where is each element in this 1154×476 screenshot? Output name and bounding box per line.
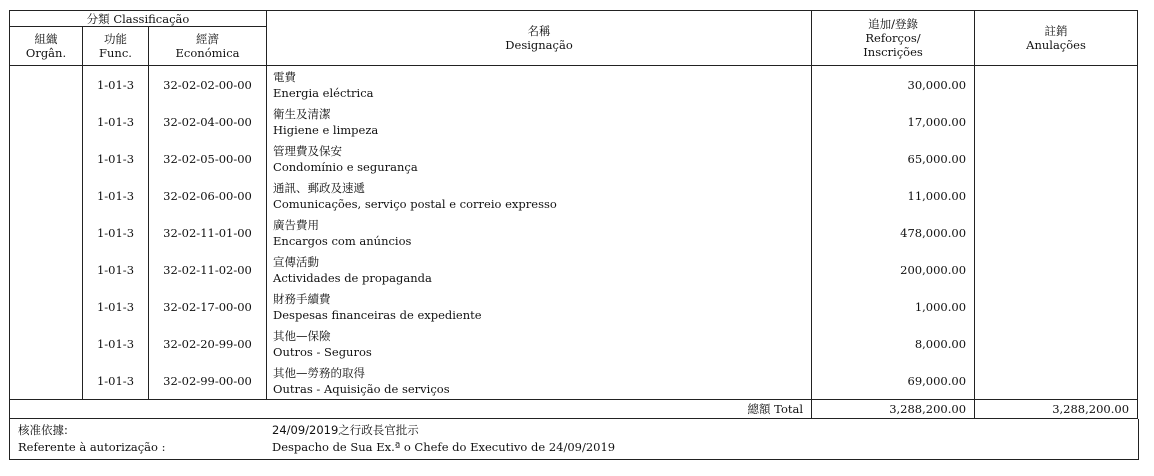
designation-zh: 管理費及保安 — [273, 143, 343, 158]
func-cell: 1-01-3 — [83, 177, 149, 214]
budget-table-sheet — [9, 10, 1137, 462]
organ-cell — [10, 140, 83, 177]
table-body — [10, 66, 1138, 400]
table-row — [10, 177, 1138, 214]
anulacoes-cell — [975, 325, 1138, 362]
anulacoes-cell — [975, 140, 1138, 177]
authorization-value-zh: 24/09/2019之行政長官批示 — [272, 423, 419, 437]
designation-zh: 衛生及清潔 — [273, 106, 331, 121]
organ-header — [10, 27, 83, 66]
designation-cell — [267, 103, 812, 140]
econ-cell: 32-02-04-00-00 — [149, 103, 267, 140]
anulacoes-pt: Anulações — [1026, 38, 1086, 52]
organ-cell — [10, 103, 83, 140]
designation-pt: Energia eléctrica — [273, 85, 374, 100]
classificacao-header: 分類 Classificação — [10, 11, 267, 27]
designation-zh: 財務手續費 — [273, 291, 331, 306]
reforcos-zh: 追加/登錄 — [868, 17, 918, 31]
table-row — [10, 325, 1138, 362]
designation-pt: Outros - Seguros — [273, 344, 372, 359]
econ-cell: 32-02-20-99-00 — [149, 325, 267, 362]
reforcos-header — [812, 11, 975, 66]
table-row — [10, 214, 1138, 251]
designation-zh: 其他—保險 — [273, 328, 331, 343]
table-row — [10, 66, 1138, 104]
designation-cell — [267, 288, 812, 325]
reforcos-cell: 1,000.00 — [812, 288, 975, 325]
reforcos-pt2: Inscrições — [863, 45, 923, 59]
func-cell: 1-01-3 — [83, 140, 149, 177]
func-cell: 1-01-3 — [83, 103, 149, 140]
anulacoes-header — [975, 11, 1138, 66]
func-cell: 1-01-3 — [83, 362, 149, 400]
anulacoes-zh: 註銷 — [1044, 24, 1068, 38]
econ-cell: 32-02-06-00-00 — [149, 177, 267, 214]
anulacoes-cell — [975, 251, 1138, 288]
designation-pt: Actividades de propaganda — [273, 270, 432, 285]
total-anulacoes: 3,288,200.00 — [975, 400, 1138, 419]
designation-cell — [267, 140, 812, 177]
organ-pt: Orgân. — [25, 46, 67, 60]
organ-zh: 組織 — [34, 32, 58, 46]
designation-cell — [267, 66, 812, 104]
anulacoes-cell — [975, 214, 1138, 251]
econ-pt: Económica — [175, 46, 240, 60]
organ-cell — [10, 214, 83, 251]
designation-cell — [267, 251, 812, 288]
total-label: 總額 Total — [10, 400, 812, 419]
authorization-label — [18, 422, 165, 456]
designation-pt: Comunicações, serviço postal e correio expresso — [273, 196, 557, 211]
econ-cell: 32-02-05-00-00 — [149, 140, 267, 177]
table-row — [10, 140, 1138, 177]
budget-table — [9, 10, 1138, 419]
table-row — [10, 362, 1138, 400]
table-row — [10, 251, 1138, 288]
organ-cell — [10, 362, 83, 400]
func-header — [83, 27, 149, 66]
func-cell: 1-01-3 — [83, 325, 149, 362]
econ-cell: 32-02-99-00-00 — [149, 362, 267, 400]
reforcos-cell: 478,000.00 — [812, 214, 975, 251]
designation-zh: 宣傳活動 — [273, 254, 320, 269]
reforcos-cell: 200,000.00 — [812, 251, 975, 288]
organ-cell — [10, 251, 83, 288]
econ-cell: 32-02-02-00-00 — [149, 66, 267, 104]
anulacoes-cell — [975, 177, 1138, 214]
organ-cell — [10, 325, 83, 362]
designation-pt: Despesas financeiras de expediente — [273, 307, 482, 322]
designation-pt: Encargos com anúncios — [273, 233, 412, 248]
designacao-pt: Designação — [505, 38, 573, 52]
reforcos-pt1: Reforços/ — [865, 31, 921, 45]
designation-cell — [267, 362, 812, 400]
reforcos-cell: 65,000.00 — [812, 140, 975, 177]
designation-cell — [267, 177, 812, 214]
anulacoes-cell — [975, 103, 1138, 140]
reforcos-cell: 11,000.00 — [812, 177, 975, 214]
designacao-zh: 名稱 — [527, 24, 551, 38]
authorization-label-zh: 核准依據: — [18, 423, 68, 437]
econ-zh: 經濟 — [196, 32, 220, 46]
designation-pt: Outras - Aquisição de serviços — [273, 381, 450, 396]
authorization-value-pt: Despacho de Sua Ex.ª o Chefe do Executivo de 24/09/2019 — [272, 440, 616, 454]
func-cell: 1-01-3 — [83, 288, 149, 325]
func-cell: 1-01-3 — [83, 251, 149, 288]
anulacoes-cell — [975, 66, 1138, 104]
econ-cell: 32-02-11-02-00 — [149, 251, 267, 288]
designation-pt: Higiene e limpeza — [273, 122, 379, 137]
designation-zh: 廣告費用 — [273, 217, 320, 232]
designation-zh: 電費 — [273, 69, 297, 84]
econ-cell: 32-02-11-01-00 — [149, 214, 267, 251]
econ-cell: 32-02-17-00-00 — [149, 288, 267, 325]
organ-cell — [10, 66, 83, 104]
organ-cell — [10, 177, 83, 214]
func-pt: Func. — [99, 46, 132, 60]
total-reforcos: 3,288,200.00 — [812, 400, 975, 419]
func-cell: 1-01-3 — [83, 214, 149, 251]
table-row — [10, 103, 1138, 140]
designation-pt: Condomínio e segurança — [273, 159, 418, 174]
designation-zh: 其他—勞務的取得 — [273, 365, 366, 380]
reforcos-cell: 69,000.00 — [812, 362, 975, 400]
func-cell: 1-01-3 — [83, 66, 149, 104]
organ-cell — [10, 288, 83, 325]
designation-zh: 通訊、郵政及速遞 — [273, 180, 366, 195]
header-row-1 — [10, 11, 1138, 27]
authorization-footer — [9, 419, 1139, 460]
authorization-value — [272, 422, 615, 456]
designacao-header — [267, 11, 812, 66]
anulacoes-cell — [975, 288, 1138, 325]
reforcos-cell: 30,000.00 — [812, 66, 975, 104]
reforcos-cell: 17,000.00 — [812, 103, 975, 140]
authorization-label-pt: Referente à autorização : — [18, 440, 166, 454]
table-row — [10, 288, 1138, 325]
designation-cell — [267, 325, 812, 362]
reforcos-cell: 8,000.00 — [812, 325, 975, 362]
econ-header — [149, 27, 267, 66]
anulacoes-cell — [975, 362, 1138, 400]
designation-cell — [267, 214, 812, 251]
func-zh: 功能 — [104, 32, 127, 46]
total-row — [10, 400, 1138, 419]
